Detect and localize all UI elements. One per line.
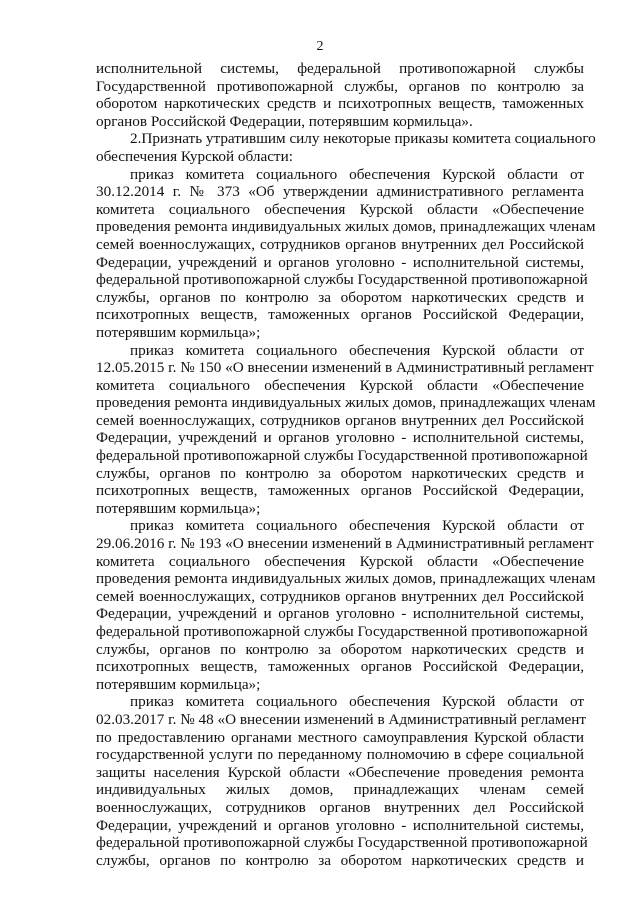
text-line: психотропных веществ, таможенных органов Российской Федерации, [96, 482, 584, 500]
text-line: военнослужащих, сотрудников органов внутренних дел Российской [96, 798, 584, 816]
text-line: службы, органов по контролю за оборотом наркотических средств и [96, 640, 584, 658]
text-line: комитета социального обеспечения Курской области «Обеспечение [96, 200, 584, 218]
paragraph [96, 130, 596, 165]
text-line: приказ комитета социального обеспечения Курской области от [130, 693, 584, 711]
text-line: по предоставлению органами местного самоуправления Курской области [96, 728, 584, 746]
paragraph [96, 517, 596, 693]
text-line: Федерации, учреждений и органов уголовно - исполнительной системы, [96, 253, 584, 271]
text-line: 29.06.2016 г. № 193 «О внесении изменений в Административный регламент [96, 535, 594, 553]
paragraph [96, 165, 596, 342]
page-number: 2 [316, 39, 324, 54]
text-line: 2.Признать утратившим силу некоторые приказы комитета социального [130, 130, 596, 148]
text-line: защиты населения Курской области «Обеспечение проведения ремонта [96, 763, 584, 781]
text-line: семей военнослужащих, сотрудников органов внутренних дел Российской [96, 411, 584, 429]
text-line: потерявшим кормильца»; [96, 499, 261, 517]
text-line: государственной услуги по переданному полномочию в сфере социальной [96, 746, 584, 764]
text-line: федеральной противопожарной службы Государственной противопожарной [96, 447, 588, 465]
text-line: проведения ремонта индивидуальных жилых домов, принадлежащих членам [96, 218, 596, 236]
text-line: приказ комитета социального обеспечения Курской области от [130, 341, 584, 359]
text-line: федеральной противопожарной службы Государственной противопожарной [96, 834, 588, 852]
text-line: проведения ремонта индивидуальных жилых домов, принадлежащих членам [96, 570, 596, 588]
text-line: семей военнослужащих, сотрудников органов внутренних дел Российской [96, 587, 584, 605]
text-line: службы, органов по контролю за оборотом наркотических средств и [96, 288, 584, 306]
text-line: комитета социального обеспечения Курской области «Обеспечение [96, 552, 584, 570]
text-line: Федерации, учреждений и органов уголовно - исполнительной системы, [96, 605, 584, 623]
text-line: психотропных веществ, таможенных органов Российской Федерации, [96, 306, 584, 324]
text-line: Государственной противопожарной службы, органов по контролю за [96, 77, 584, 95]
text-line: органов Российской Федерации, потерявшим кормильца». [96, 112, 473, 130]
text-line: 12.05.2015 г. № 150 «О внесении изменений в Административный регламент [96, 359, 594, 377]
paragraph [96, 60, 584, 130]
paragraph [96, 341, 596, 518]
text-line: федеральной противопожарной службы Государственной противопожарной [96, 271, 588, 289]
text-line: Федерации, учреждений и органов уголовно - исполнительной системы, [96, 816, 584, 834]
text-line: психотропных веществ, таможенных органов Российской Федерации, [96, 658, 584, 676]
text-line: семей военнослужащих, сотрудников органов внутренних дел Российской [96, 235, 584, 253]
text-line: проведения ремонта индивидуальных жилых домов, принадлежащих членам [96, 394, 596, 412]
text-line: обеспечения Курской области: [96, 147, 293, 165]
text-line: службы, органов по контролю за оборотом наркотических средств и [96, 464, 584, 482]
text-line: приказ комитета социального обеспечения Курской области от [130, 517, 584, 535]
text-line: 30.12.2014 г. № 373 «Об утверждении административного регламента [96, 183, 584, 201]
text-line: комитета социального обеспечения Курской области «Обеспечение [96, 376, 584, 394]
text-line: исполнительной системы, федеральной противопожарной службы [96, 60, 584, 77]
document-body [96, 60, 596, 869]
text-line: приказ комитета социального обеспечения Курской области от [130, 165, 584, 183]
text-line: индивидуальных жилых домов, принадлежащих членам семей [96, 781, 584, 799]
text-line: службы, органов по контролю за оборотом наркотических средств и [96, 851, 584, 869]
text-line: оборотом наркотических средств и психотропных веществ, таможенных [96, 95, 584, 113]
paragraph [96, 693, 588, 869]
text-line: Федерации, учреждений и органов уголовно - исполнительной системы, [96, 429, 584, 447]
text-line: федеральной противопожарной службы Государственной противопожарной [96, 623, 588, 640]
text-line: 02.03.2017 г. № 48 «О внесении изменений в Административный регламент [96, 710, 587, 728]
text-line: потерявшим кормильца»; [96, 323, 261, 341]
text-line: потерявшим кормильца»; [96, 675, 261, 693]
